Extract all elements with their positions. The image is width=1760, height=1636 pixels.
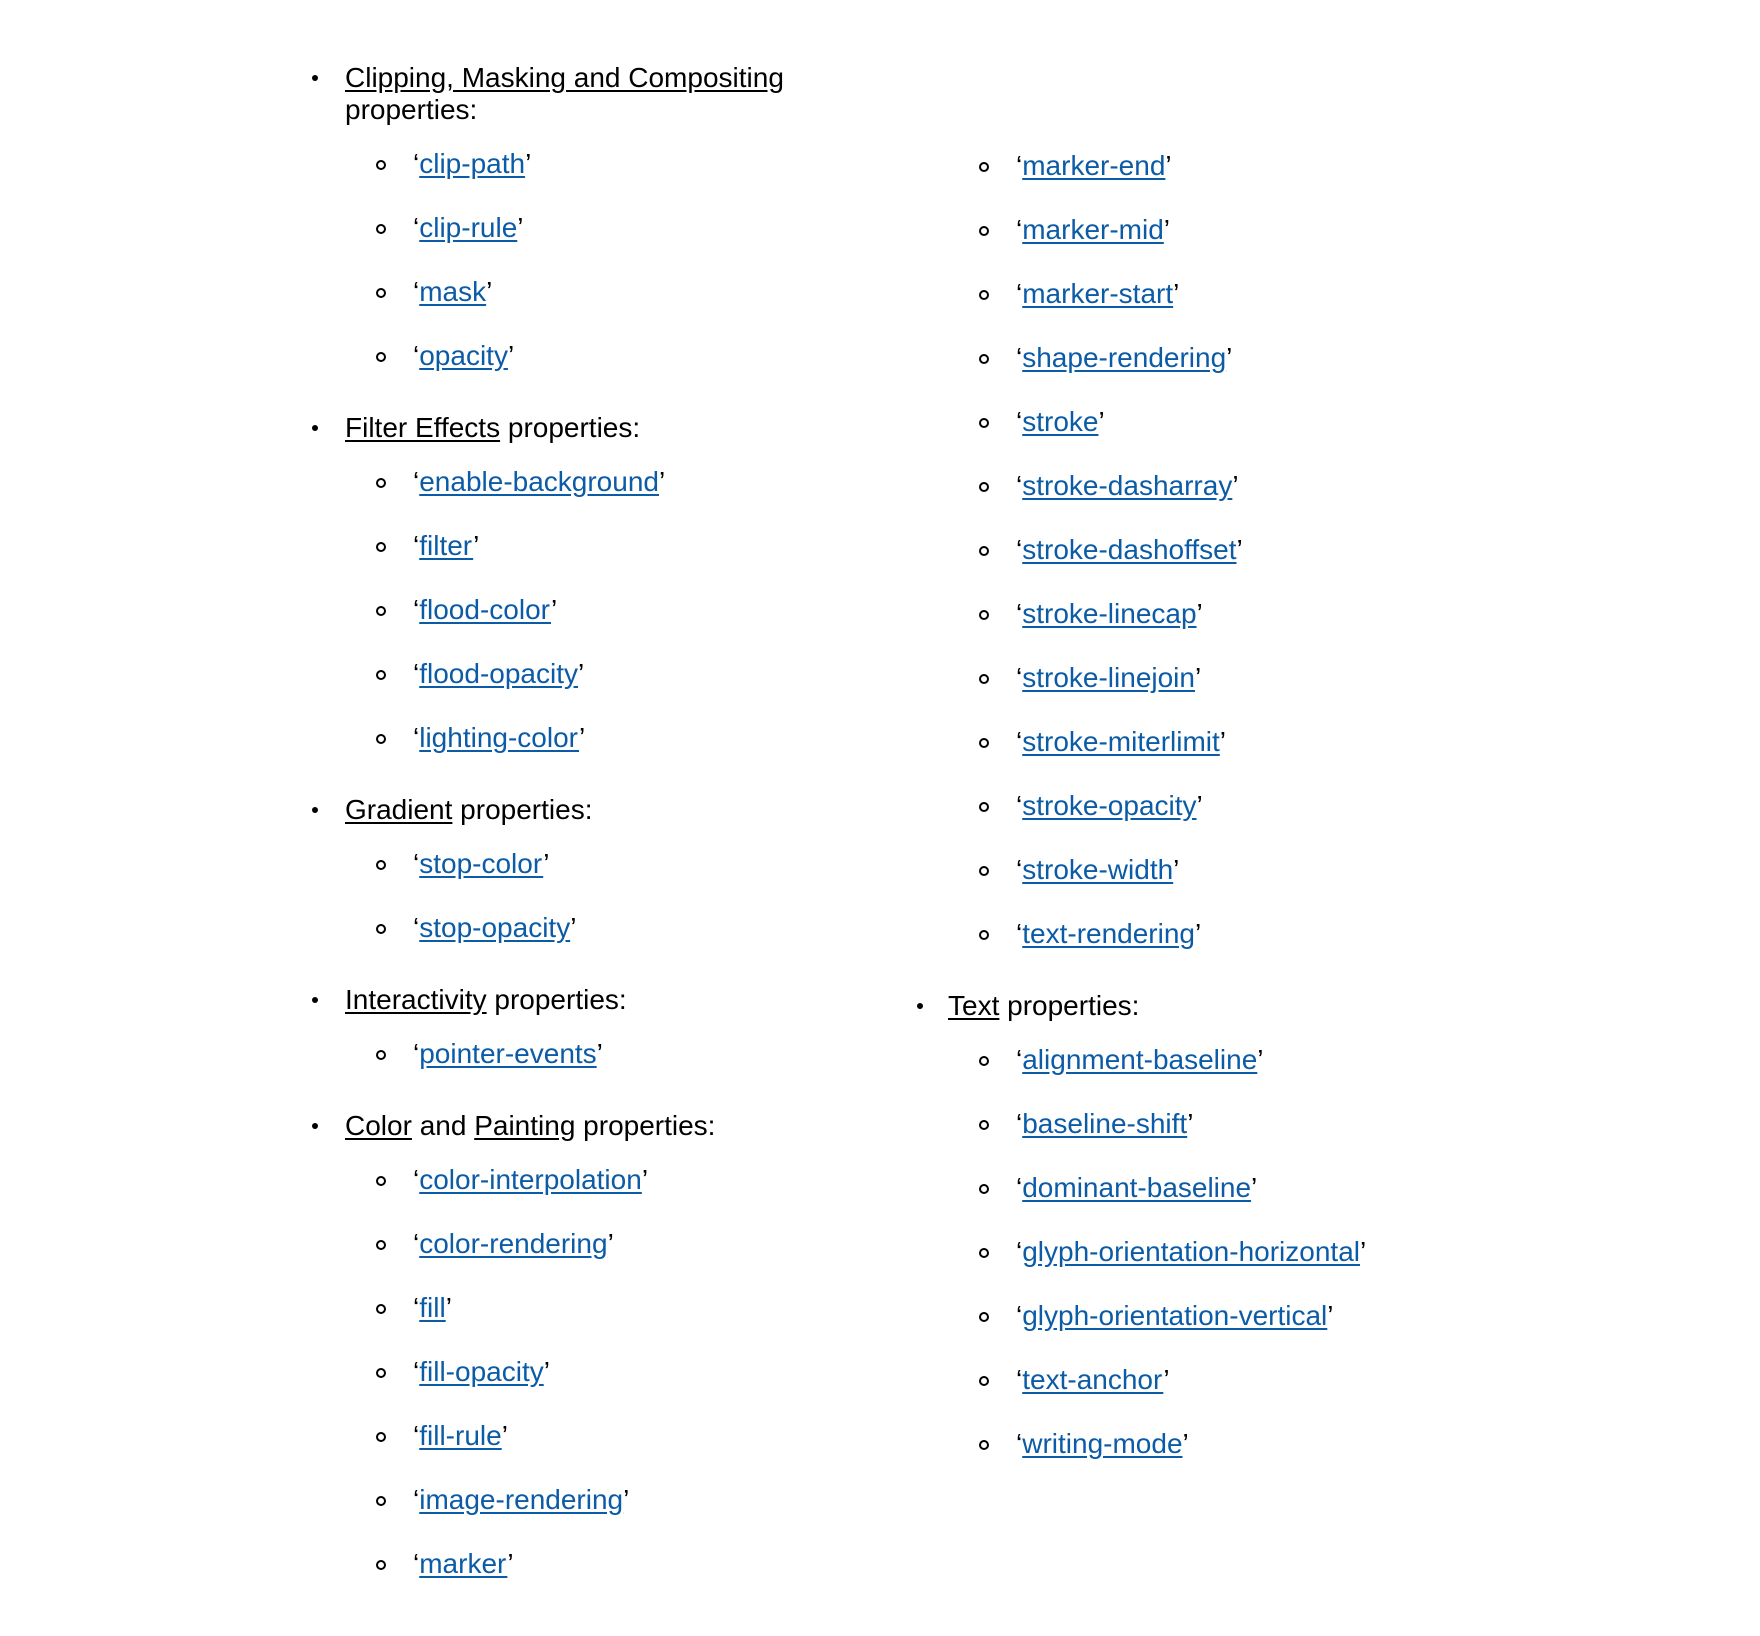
property-item (900, 150, 1760, 214)
property-item (900, 790, 1760, 854)
property-link-stroke-dashoffset[interactable]: stroke-dashoffset (1022, 534, 1237, 565)
circle-bullet-icon (979, 1312, 989, 1322)
circle-bullet-icon (979, 546, 989, 556)
group-link[interactable]: Interactivity (345, 984, 487, 1015)
property-link-flood-color[interactable]: flood-color (419, 594, 552, 625)
open-quote: ‘ (1016, 1044, 1023, 1075)
property-link-pointer-events[interactable]: pointer-events (419, 1038, 597, 1069)
group-heading (0, 976, 900, 1020)
group-label-text: properties: (452, 794, 593, 825)
open-quote: ‘ (413, 466, 420, 497)
property-link-stroke-dasharray[interactable]: stroke-dasharray (1022, 470, 1233, 501)
property-link-color-rendering[interactable]: color-rendering (419, 1228, 608, 1259)
group-link[interactable]: Filter Effects (345, 412, 501, 443)
disc-bullet-icon (312, 1123, 318, 1129)
property-link-fill[interactable]: fill (419, 1292, 446, 1323)
close-quote: ’ (1257, 1044, 1264, 1075)
close-quote: ’ (543, 848, 550, 879)
property-group (0, 62, 900, 404)
close-quote: ’ (525, 148, 532, 179)
open-quote: ‘ (413, 1484, 420, 1515)
property-item (0, 848, 900, 912)
open-quote: ‘ (413, 148, 420, 179)
close-quote: ’ (1163, 214, 1171, 245)
property-item (0, 722, 900, 786)
circle-bullet-icon (979, 738, 989, 748)
open-quote: ‘ (1016, 1172, 1023, 1203)
circle-bullet-icon (376, 1432, 386, 1442)
property-link-marker-mid[interactable]: marker-mid (1022, 214, 1164, 245)
close-quote: ’ (1165, 150, 1172, 181)
close-quote: ’ (1196, 790, 1203, 821)
property-item (900, 1364, 1760, 1428)
property-link-shape-rendering[interactable]: shape-rendering (1022, 342, 1227, 373)
circle-bullet-icon (979, 930, 989, 940)
open-quote: ‘ (1016, 278, 1023, 309)
open-quote: ‘ (413, 340, 420, 371)
disc-bullet-icon (312, 425, 318, 431)
open-quote: ‘ (413, 848, 420, 879)
open-quote: ‘ (1016, 918, 1023, 949)
circle-bullet-icon (979, 418, 989, 428)
open-quote: ‘ (1016, 406, 1023, 437)
open-quote: ‘ (413, 658, 420, 689)
circle-bullet-icon (376, 1560, 386, 1570)
property-group (0, 404, 900, 786)
property-link-opacity[interactable]: opacity (419, 340, 508, 371)
close-quote: ’ (1163, 1364, 1170, 1395)
circle-bullet-icon (979, 482, 989, 492)
close-quote: ’ (1251, 1172, 1258, 1203)
open-quote: ‘ (1016, 470, 1023, 501)
circle-bullet-icon (979, 1248, 989, 1258)
group-link[interactable]: Text (948, 990, 1000, 1021)
close-quote: ’ (1236, 534, 1243, 565)
disc-bullet-icon (917, 1003, 923, 1009)
left-column (0, 62, 900, 1612)
property-link-alignment-baseline[interactable]: alignment-baseline (1022, 1044, 1258, 1075)
close-quote: ’ (486, 276, 493, 307)
circle-bullet-icon (979, 866, 989, 876)
property-link-text-rendering[interactable]: text-rendering (1022, 918, 1195, 949)
open-quote: ‘ (413, 1356, 420, 1387)
circle-bullet-icon (376, 1240, 386, 1250)
circle-bullet-icon (979, 1440, 989, 1450)
group-heading (0, 786, 900, 830)
property-group (900, 982, 1760, 1492)
open-quote: ‘ (1016, 598, 1023, 629)
disc-bullet-icon (312, 997, 318, 1003)
circle-bullet-icon (979, 354, 989, 364)
property-item (0, 466, 900, 530)
circle-bullet-icon (376, 288, 386, 298)
property-list (0, 130, 900, 404)
close-quote: ’ (507, 1548, 514, 1579)
close-quote: ’ (543, 1356, 550, 1387)
open-quote: ‘ (413, 1292, 420, 1323)
property-list (0, 1020, 900, 1102)
property-link-image-rendering[interactable]: image-rendering (419, 1484, 624, 1515)
property-item (0, 1164, 900, 1228)
property-item (900, 1236, 1760, 1300)
property-item (900, 1300, 1760, 1364)
circle-bullet-icon (376, 224, 386, 234)
property-item (0, 1228, 900, 1292)
property-item (0, 1038, 900, 1102)
open-quote: ‘ (413, 1228, 420, 1259)
property-group (0, 1102, 900, 1612)
group-heading (0, 62, 900, 130)
open-quote: ‘ (1016, 150, 1023, 181)
circle-bullet-icon (376, 1050, 386, 1060)
close-quote: ’ (551, 594, 558, 625)
property-link-stroke-width[interactable]: stroke-width (1022, 854, 1174, 885)
circle-bullet-icon (979, 290, 989, 300)
property-item (900, 470, 1760, 534)
property-link-stroke[interactable]: stroke (1022, 406, 1099, 437)
property-item (0, 212, 900, 276)
property-link-glyph-orientation-horizontal[interactable]: glyph-orientation-horizontal (1022, 1236, 1360, 1267)
property-item (0, 276, 900, 340)
circle-bullet-icon (376, 1496, 386, 1506)
group-link[interactable]: Gradient (345, 794, 453, 825)
property-link-marker-start[interactable]: marker-start (1022, 278, 1174, 309)
circle-bullet-icon (979, 1056, 989, 1066)
group-label-text: and (411, 1110, 475, 1141)
circle-bullet-icon (979, 610, 989, 620)
property-item (900, 342, 1760, 406)
circle-bullet-icon (979, 1120, 989, 1130)
property-item (0, 530, 900, 594)
property-list (0, 1146, 900, 1612)
circle-bullet-icon (376, 606, 386, 616)
close-quote: ’ (578, 658, 585, 689)
open-quote: ‘ (413, 722, 420, 753)
property-link-baseline-shift[interactable]: baseline-shift (1022, 1108, 1188, 1139)
property-item (0, 1484, 900, 1548)
open-quote: ‘ (413, 912, 420, 943)
close-quote: ’ (1219, 726, 1227, 757)
property-link-flood-opacity[interactable]: flood-opacity (419, 658, 578, 689)
open-quote: ‘ (1016, 534, 1023, 565)
property-link-marker[interactable]: marker (419, 1548, 508, 1579)
open-quote: ‘ (413, 1548, 420, 1579)
property-link-color-interpolation[interactable]: color-interpolation (419, 1164, 642, 1195)
property-item (900, 662, 1760, 726)
property-item (0, 912, 900, 976)
circle-bullet-icon (979, 802, 989, 812)
circle-bullet-icon (979, 1376, 989, 1386)
disc-bullet-icon (312, 807, 318, 813)
close-quote: ’ (1195, 918, 1202, 949)
close-quote: ’ (1226, 342, 1233, 373)
close-quote: ’ (596, 1038, 603, 1069)
property-item (0, 658, 900, 722)
property-item (900, 278, 1760, 342)
open-quote: ‘ (1016, 662, 1023, 693)
property-link-stop-opacity[interactable]: stop-opacity (419, 912, 571, 943)
property-list-continued (900, 150, 1760, 982)
property-item (900, 534, 1760, 598)
open-quote: ‘ (1016, 1300, 1023, 1331)
property-item (0, 340, 900, 404)
property-item (900, 1172, 1760, 1236)
circle-bullet-icon (979, 1184, 989, 1194)
property-item (900, 854, 1760, 918)
property-list (0, 448, 900, 786)
property-item (900, 1108, 1760, 1172)
property-link-clip-rule[interactable]: clip-rule (419, 212, 518, 243)
close-quote: ’ (1187, 1108, 1194, 1139)
close-quote: ’ (1173, 278, 1180, 309)
property-link-fill-rule[interactable]: fill-rule (419, 1420, 502, 1451)
close-quote: ’ (1194, 662, 1202, 693)
group-label-text: properties: (575, 1110, 716, 1141)
close-quote: ’ (1173, 854, 1180, 885)
property-link-stroke-linejoin[interactable]: stroke-linejoin (1022, 662, 1195, 693)
close-quote: ’ (1359, 1236, 1367, 1267)
property-item (0, 1548, 900, 1612)
open-quote: ‘ (413, 1164, 420, 1195)
group-heading (0, 404, 900, 448)
property-link-stroke-linecap[interactable]: stroke-linecap (1022, 598, 1197, 629)
close-quote: ’ (501, 1420, 508, 1451)
open-quote: ‘ (1016, 342, 1023, 373)
property-item (0, 148, 900, 212)
circle-bullet-icon (376, 924, 386, 934)
property-link-stroke-miterlimit[interactable]: stroke-miterlimit (1022, 726, 1220, 757)
close-quote: ’ (1196, 598, 1203, 629)
group-link[interactable]: Painting (474, 1110, 576, 1141)
close-quote: ’ (570, 912, 577, 943)
property-link-stop-color[interactable]: stop-color (419, 848, 544, 879)
circle-bullet-icon (376, 542, 386, 552)
open-quote: ‘ (1016, 726, 1023, 757)
property-item (0, 594, 900, 658)
circle-bullet-icon (376, 1176, 386, 1186)
circle-bullet-icon (376, 160, 386, 170)
property-group (0, 786, 900, 976)
circle-bullet-icon (376, 1368, 386, 1378)
property-link-mask[interactable]: mask (419, 276, 487, 307)
close-quote: ’ (1098, 406, 1105, 437)
close-quote: ’ (473, 530, 480, 561)
property-link-filter[interactable]: filter (419, 530, 474, 561)
open-quote: ‘ (413, 1420, 420, 1451)
property-item (900, 726, 1760, 790)
circle-bullet-icon (376, 478, 386, 488)
property-item (0, 1292, 900, 1356)
circle-bullet-icon (979, 226, 989, 236)
close-quote: ’ (658, 466, 666, 497)
close-quote: ’ (623, 1484, 630, 1515)
circle-bullet-icon (376, 352, 386, 362)
property-item (900, 406, 1760, 470)
close-quote: ’ (1232, 470, 1239, 501)
close-quote: ’ (445, 1292, 452, 1323)
property-link-marker-end[interactable]: marker-end (1022, 150, 1166, 181)
close-quote: ’ (507, 340, 515, 371)
property-link-stroke-opacity[interactable]: stroke-opacity (1022, 790, 1197, 821)
property-link-writing-mode[interactable]: writing-mode (1022, 1428, 1183, 1459)
open-quote: ‘ (413, 212, 420, 243)
circle-bullet-icon (376, 670, 386, 680)
circle-bullet-icon (376, 734, 386, 744)
property-item (900, 1044, 1760, 1108)
group-label-text: properties: (999, 990, 1140, 1021)
group-link[interactable]: Clipping, Masking and Compositing (345, 62, 784, 93)
group-label-text: properties: (500, 412, 641, 443)
property-item (0, 1356, 900, 1420)
open-quote: ‘ (413, 1038, 420, 1069)
property-item (900, 1428, 1760, 1492)
open-quote: ‘ (1016, 1428, 1023, 1459)
circle-bullet-icon (376, 860, 386, 870)
open-quote: ‘ (1016, 854, 1023, 885)
property-link-fill-opacity[interactable]: fill-opacity (419, 1356, 544, 1387)
group-heading (900, 982, 1760, 1026)
open-quote: ‘ (1016, 214, 1023, 245)
circle-bullet-icon (979, 162, 989, 172)
property-item (900, 214, 1760, 278)
property-item (900, 918, 1760, 982)
open-quote: ‘ (413, 276, 420, 307)
open-quote: ‘ (1016, 790, 1023, 821)
group-link[interactable]: Color (345, 1110, 412, 1141)
property-link-enable-background[interactable]: enable-background (419, 466, 659, 497)
property-list (0, 830, 900, 976)
close-quote: ’ (517, 212, 524, 243)
group-label-text: properties: (486, 984, 627, 1015)
property-group (0, 976, 900, 1102)
close-quote: ’ (1327, 1300, 1334, 1331)
property-link-lighting-color[interactable]: lighting-color (419, 722, 580, 753)
property-link-text-anchor[interactable]: text-anchor (1022, 1364, 1164, 1395)
open-quote: ‘ (1016, 1108, 1023, 1139)
open-quote: ‘ (413, 594, 420, 625)
property-link-dominant-baseline[interactable]: dominant-baseline (1022, 1172, 1252, 1203)
property-link-glyph-orientation-vertical[interactable]: glyph-orientation-vertical (1022, 1300, 1328, 1331)
property-list (900, 1026, 1760, 1492)
property-item (0, 1420, 900, 1484)
group-label-text: properties: (345, 94, 478, 125)
open-quote: ‘ (413, 530, 420, 561)
close-quote: ’ (641, 1164, 649, 1195)
right-column (900, 150, 1760, 1492)
close-quote: ’ (579, 722, 586, 753)
close-quote: ’ (1182, 1428, 1189, 1459)
open-quote: ‘ (1016, 1364, 1023, 1395)
disc-bullet-icon (312, 75, 318, 81)
circle-bullet-icon (979, 674, 989, 684)
property-link-clip-path[interactable]: clip-path (419, 148, 526, 179)
open-quote: ‘ (1016, 1236, 1023, 1267)
group-heading (0, 1102, 900, 1146)
close-quote: ’ (607, 1228, 614, 1259)
circle-bullet-icon (376, 1304, 386, 1314)
property-item (900, 598, 1760, 662)
